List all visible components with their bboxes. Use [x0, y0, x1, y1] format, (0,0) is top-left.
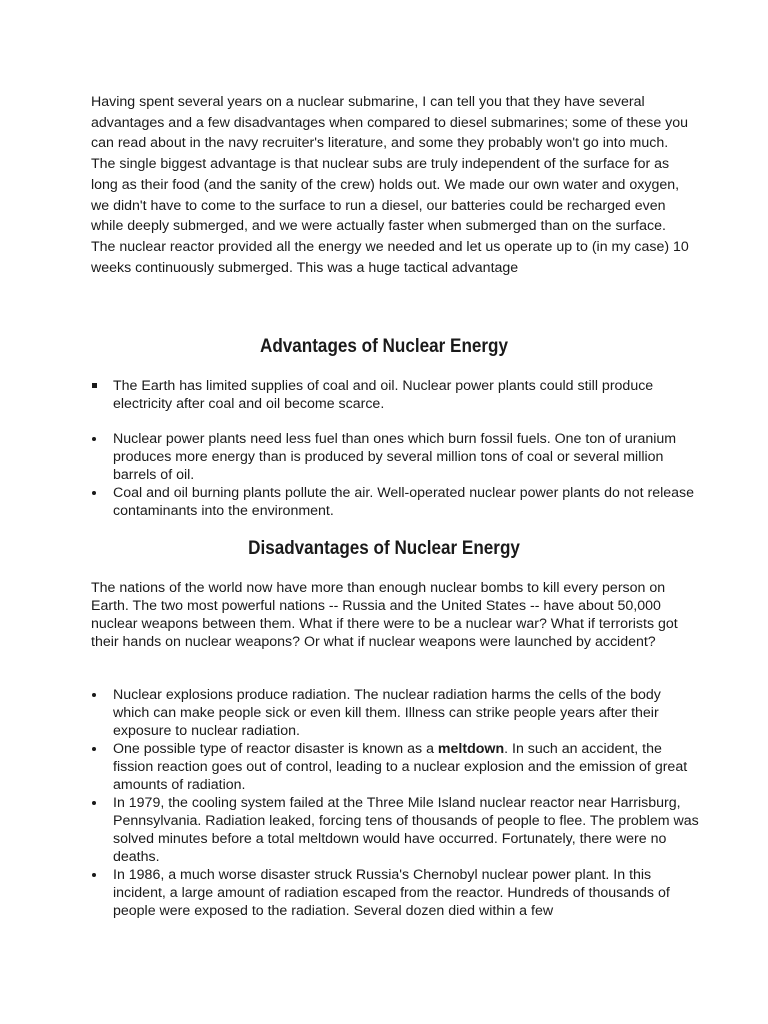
meltdown-term: meltdown — [437, 741, 505, 757]
list-item — [91, 794, 701, 866]
disadvantages-list — [91, 686, 701, 920]
list-item-text-after: . In such an accident, the fission reaction goes out of control, leading to a nuclear explosion and the emission of great amounts of radiation. — [113, 741, 688, 793]
list-item-text: Nuclear power plants need less fuel than ones which burn fossil fuels. One ton of uranium produces more energy than is produced by several million tons of coal or several million barrels of oil. — [113, 431, 677, 483]
list-item — [91, 484, 701, 520]
list-item-text: In 1986, a much worse disaster struck Russia's Chernobyl nuclear power plant. In this incident, a large amount of radiation escaped from the reactor. Hundreds of thousands of people were exposed to the radiation. Several dozen died within a few — [113, 867, 670, 919]
list-item-text: Nuclear explosions produce radiation. The nuclear radiation harms the cells of the body which can make people sick or even kill them. Illness can strike people years after their exposure to nuclear radiation. — [113, 687, 661, 739]
list-item-text: Coal and oil burning plants pollute the air. Well-operated nuclear power plants do not release contaminants into the environment. — [113, 485, 695, 519]
list-item-text-before: One possible type of reactor disaster is known as a — [113, 741, 438, 757]
list-item-text: The Earth has limited supplies of coal and oil. Nuclear power plants could still produce electricity after coal and oil become scarce. — [113, 378, 654, 412]
disadvantages-paragraph: The nations of the world now have more than enough nuclear bombs to kill every person on Earth. The two most powerful nations -- Russia and the United States -- have about 50,000 nuclear weapons between them. What if there were to be a nuclear war? What if terrorists got their hands on nuclear weapons? Or what if nuclear weapons were launched by accident? — [91, 580, 678, 650]
disadvantages-heading: Disadvantages of Nuclear Energy — [248, 538, 520, 559]
list-item — [91, 430, 701, 484]
advantages-heading: Advantages of Nuclear Energy — [259, 336, 509, 357]
list-item — [91, 740, 701, 794]
list-item — [91, 377, 701, 413]
list-item-text: In 1979, the cooling system failed at the Three Mile Island nuclear reactor near Harrisburg, Pennsylvania. Radiation leaked, forcing tens of thousands of people to flee. The problem was solved minutes before a total meltdown would have occurred. Fortunately, there were no deaths. — [113, 795, 699, 865]
list-item — [91, 866, 701, 920]
intro-paragraph-2: The single biggest advantage is that nuclear subs are truly independent of the surface for as long as their food (and the sanity of the crew) holds out. We made our own water and oxygen, we didn't have to come to the surface to run a diesel, our batteries could be recharged even while deeply submerged, and we were actually faster when submerged than on the surface. The nuclear reactor provided all the energy we needed and let us operate up to (in my case) 10 weeks continuously submerged. This was a huge tactical advantage — [91, 156, 689, 276]
advantages-list — [91, 377, 701, 520]
intro-section — [91, 92, 691, 278]
intro-paragraph-1: Having spent several years on a nuclear submarine, I can tell you that they have several advantages and a few disadvantages when compared to diesel submarines; some of these you can read about in the navy recruiter's literature, and some they probably won't go into much. — [91, 94, 689, 152]
list-item — [91, 686, 701, 740]
